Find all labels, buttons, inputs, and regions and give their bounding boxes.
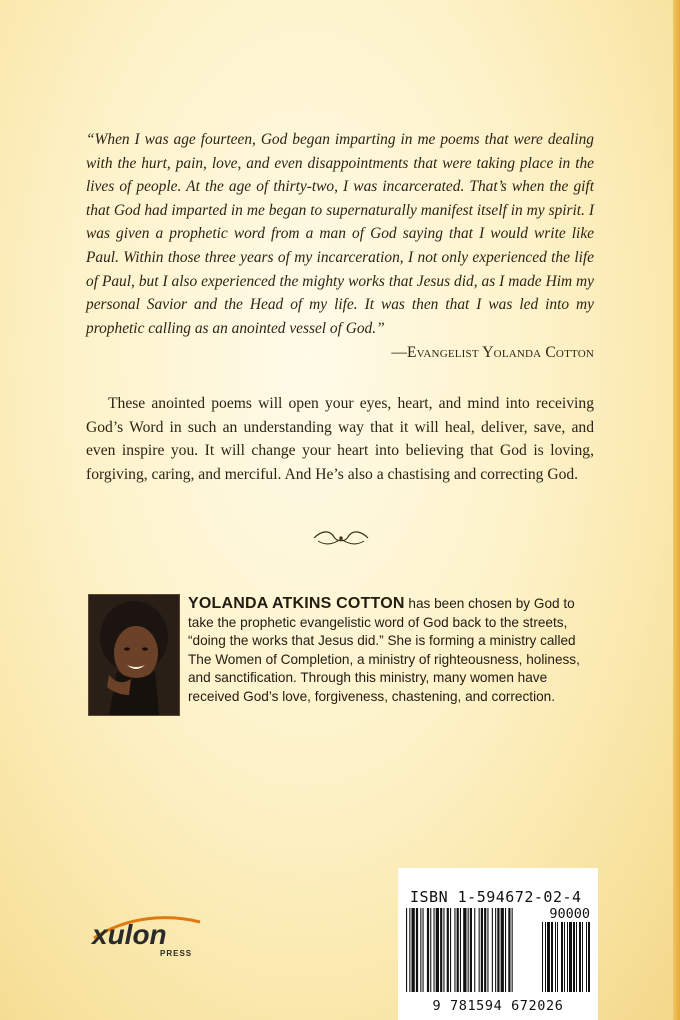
barcode-bar — [468, 908, 469, 992]
barcode-bar — [487, 908, 488, 992]
barcode-bar — [406, 908, 407, 992]
barcode-bar — [450, 908, 451, 992]
ean-number: 9 781594 672026 — [432, 998, 564, 1014]
barcode-bar — [495, 908, 496, 992]
addon-bar — [576, 922, 577, 992]
addon-bar — [551, 922, 553, 992]
barcode-bar — [420, 908, 421, 992]
barcode-bar — [443, 908, 444, 992]
barcode-bar — [447, 908, 449, 992]
price-code: 90000 — [549, 906, 590, 922]
isbn-number: ISBN 1-594672-02-4 — [410, 888, 582, 906]
barcode-bar — [440, 908, 442, 992]
addon-bar — [555, 922, 556, 992]
barcode-bar — [501, 908, 504, 992]
barcode-bar — [497, 908, 499, 992]
barcode-bar — [457, 908, 459, 992]
barcode-bar — [416, 908, 418, 992]
author-name: YOLANDA ATKINS COTTON — [188, 595, 405, 612]
addon-bar — [582, 922, 583, 992]
addon-bar — [569, 922, 572, 992]
addon-bar — [579, 922, 581, 992]
barcode-bar — [508, 908, 510, 992]
publisher-name: xulon — [92, 919, 167, 950]
addon-bar — [557, 922, 558, 992]
barcode-bar — [454, 908, 455, 992]
barcode-bar — [484, 908, 486, 992]
author-bio-text: has been chosen by God to take the prophetic evangelistic word of God back to the streets, “doing the works that Jesus did.” She is forming a ministry called The Women of Completion, a ministry of righteousness, holiness, and sanctification. Through this ministry, many women have received God’s love, forgiveness, chastening, and correction. — [188, 596, 580, 704]
barcode-block — [398, 868, 598, 1020]
addon-bar — [586, 922, 587, 992]
book-blurb: These anointed poems will open your eyes, heart, and mind into receiving God’s Word in such an understanding way that it will heal, deliver, save, and even inspire you. It will change your heart into believing that God is loving, forgiving, caring, and merciful. And He’s also a chastising and correcting God. — [86, 395, 594, 483]
addon-bar — [567, 922, 568, 992]
addon-bar — [547, 922, 550, 992]
barcode-bar — [427, 908, 429, 992]
addon-bar — [545, 922, 546, 992]
cover-edge — [673, 0, 680, 1020]
addon-bar — [542, 922, 543, 992]
barcode-bar — [430, 908, 431, 992]
barcode-bar — [409, 908, 410, 992]
barcode-bar — [479, 908, 480, 992]
addon-bar — [588, 922, 590, 992]
barcode-bar — [505, 908, 506, 992]
publisher-logo — [88, 908, 208, 960]
addon-bar — [564, 922, 565, 992]
barcode-bar — [434, 908, 435, 992]
barcode-bar — [492, 908, 493, 992]
addon-bar — [573, 922, 575, 992]
author-quote: “When I was age fourteen, God began imparting in me poems that were dealing with the hurt, pain, love, and even disappointments that were taking place in the lives of people. At the age of thirty-two, I was incarcerated. That’s when the gift that God had imparted in me began to supernaturally manifest itself in my spirit. I was given a prophetic word from a man of God saying that I would write like Paul. Within those three years of my incarceration, I not only experienced the life of Paul, but I also experienced the mighty works that Jesus did, as I made Him my personal Savior and the Head of my life. It was then that I was led into my prophetic calling as an anointed vessel of God.” — [86, 131, 594, 337]
barcode-bar — [412, 908, 415, 992]
barcode-bar — [470, 908, 472, 992]
barcode-bar — [463, 908, 466, 992]
quote-attribution: —Evangelist Yolanda Cotton — [391, 344, 594, 361]
barcode-bar — [460, 908, 461, 992]
barcode-bar — [474, 908, 475, 992]
barcode-bar — [512, 908, 513, 992]
barcode-bar — [423, 908, 424, 992]
flourish-icon — [312, 528, 370, 548]
publisher-sub: PRESS — [160, 949, 193, 958]
barcode-bar — [436, 908, 439, 992]
barcode-bars — [406, 908, 592, 1000]
author-photo — [88, 594, 180, 716]
addon-bar — [561, 922, 563, 992]
author-bio — [188, 595, 594, 706]
barcode-bar — [481, 908, 483, 992]
